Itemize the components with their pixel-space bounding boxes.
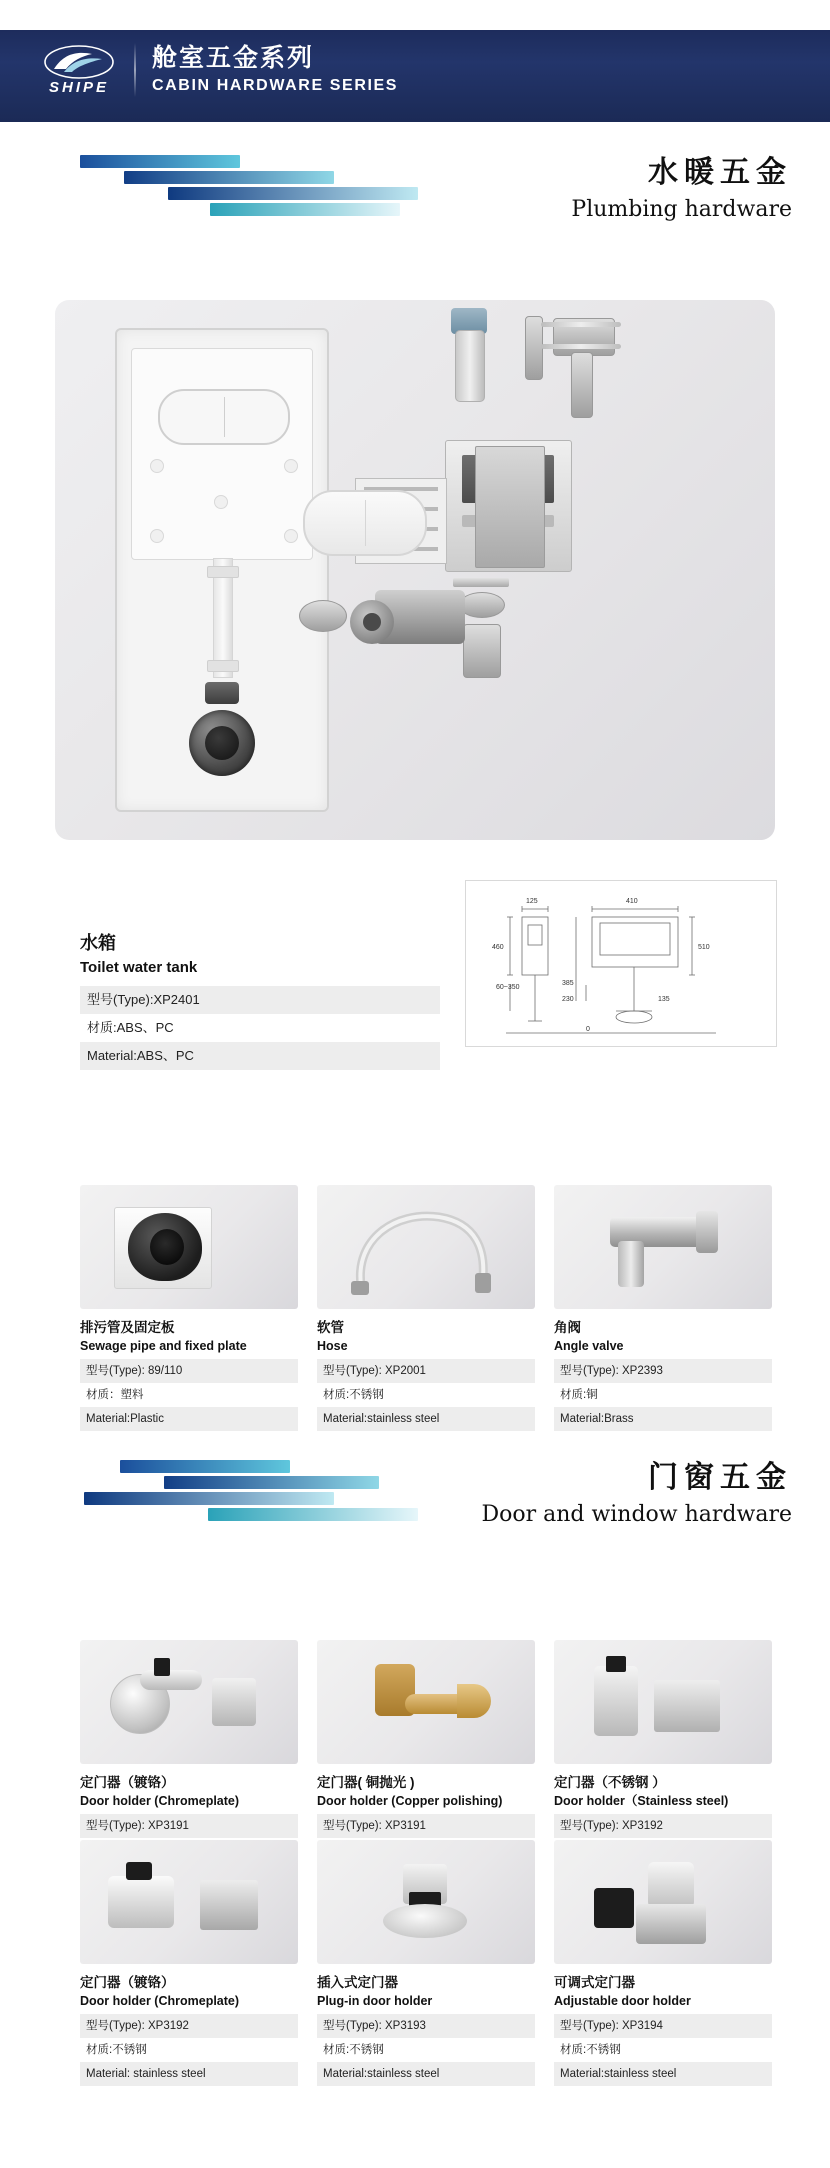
spacer-part [453,578,509,587]
banner-bar [208,1508,418,1521]
dimension-drawing-panel [465,880,777,1047]
tank-mounting-holes [144,459,304,549]
banner-bar [164,1476,379,1489]
section-title-en: Door and window hardware [481,1502,792,1527]
svg-text:60~350: 60~350 [496,984,520,991]
card-name-cn: 软管 [317,1320,344,1335]
section-title-door-window [481,1456,792,1530]
brand-wordmark: SHIPE [48,79,109,96]
card-type-row: 型号(Type): XP3193 [317,2014,535,2038]
adjustable-door-holder-icon [554,1840,772,1964]
card-name-en: Plug-in door holder [317,1994,433,2008]
card-material-en-row: Material:stainless steel [554,2062,772,2086]
product-card [554,1840,772,2086]
product-type-row: 型号(Type):XP2401 [80,986,440,1014]
header-divider [134,43,136,97]
card-name-cn: 插入式定门器 [317,1975,398,1990]
card-name-cn: 定门器( 铜抛光 ) [317,1775,415,1790]
door-holder-stainless-steel-icon [554,1640,772,1764]
svg-text:460: 460 [492,944,504,951]
card-material-cn-row: 材质:不锈钢 [80,2038,298,2062]
card-name-en: Door holder (Copper polishing) [317,1794,503,1808]
section-banner-door-window [0,1460,830,1556]
card-material-en-row: Material: stainless steel [80,2062,298,2086]
card-type-row: 型号(Type): XP2393 [554,1359,772,1383]
card-material-cn-row: 材质:不锈钢 [317,1383,535,1407]
product-card [80,1185,298,1431]
card-type-row: 型号(Type): XP3194 [554,2014,772,2038]
dimension-drawing [466,881,774,1044]
section-banner-plumbing [0,155,830,251]
water-tank-frame-illustration [115,328,329,812]
card-material-cn-row: 材质：塑料 [80,1383,298,1407]
product-card [317,1840,535,2086]
flush-plate [158,389,290,445]
card-name-cn: 排污管及固定板 [80,1320,175,1335]
svg-text:385: 385 [562,980,574,987]
banner-bar [124,171,334,184]
svg-text:510: 510 [698,944,710,951]
section-title-plumbing [571,151,792,225]
product-material-cn-row: 材质:ABS、PC [80,1014,440,1042]
card-type-row: 型号(Type): 89/110 [80,1359,298,1383]
fill-valve [455,330,485,402]
banner-bar [120,1460,290,1473]
door-holder-chromeplate-icon [80,1640,298,1764]
header-title-cn: 舱室五金系列 [152,44,315,72]
card-material-cn-row: 材质:铜 [554,1383,772,1407]
banner-bar [80,155,240,168]
svg-text:0: 0 [586,1026,590,1033]
card-material-en-row: Material:Brass [554,1407,772,1431]
card-material-en-row: Material:Plastic [80,1407,298,1431]
card-name-cn: 定门器（不锈钢 ） [554,1775,666,1790]
pipe-ring [207,660,239,672]
product-card [317,1185,535,1431]
product-name-cn: 水箱 [80,933,116,953]
hero-product-photo [55,300,775,840]
card-name-en: Sewage pipe and fixed plate [80,1339,247,1353]
link-rod [541,344,621,349]
card-name-en: Door holder (Chromeplate) [80,1794,240,1808]
card-material-en-row: Material:stainless steel [317,1407,535,1431]
shipe-wave-icon [44,45,114,79]
svg-text:410: 410 [626,898,638,905]
card-name-cn: 定门器（镀铬） [80,1975,175,1990]
door-holder-copper-polishing-icon [317,1640,535,1764]
banner-bars [80,155,500,235]
hose-icon [317,1185,535,1309]
header-titles [152,43,398,97]
section-title-cn: 水暖五金 [648,155,792,190]
banner-bar [168,187,418,200]
card-type-row: 型号(Type): XP3191 [317,1814,535,1838]
small-gasket [299,600,347,632]
card-type-row: 型号(Type): XP2001 [317,1359,535,1383]
banner-bar [84,1492,334,1505]
tank-outlet [189,710,255,776]
pipe-ring [207,566,239,578]
seal-ring [459,592,505,618]
card-name-cn: 可调式定门器 [554,1975,635,1990]
product-card [554,1185,772,1431]
card-type-row: 型号(Type): XP3192 [554,1814,772,1838]
brand-logo [38,38,120,102]
tank-body [131,348,313,560]
svg-text:125: 125 [526,898,538,905]
product-name-en: Toilet water tank [80,959,198,976]
card-name-en: Door holder（Stainless steel) [554,1794,729,1808]
card-material-en-row: Material:stainless steel [317,2062,535,2086]
product-card [80,1840,298,2086]
card-name-en: Door holder (Chromeplate) [80,1994,240,2008]
product-material-en-row: Material:ABS、PC [80,1042,440,1070]
card-name-en: Adjustable door holder [554,1994,691,2008]
card-name-cn: 角阀 [554,1320,581,1335]
svg-text:230: 230 [562,996,574,1003]
section-title-en: Plumbing hardware [571,197,792,222]
link-rod [541,322,621,327]
card-name-en: Angle valve [554,1339,624,1353]
housing-side [475,446,545,568]
flush-button-plate [303,490,427,556]
header-title-en: CABIN HARDWARE SERIES [152,77,399,94]
page-header [0,30,830,122]
vertical-tube [571,352,593,418]
outlet-pipe [463,624,501,678]
card-material-cn-row: 材质:不锈钢 [554,2038,772,2062]
card-type-row: 型号(Type): XP3192 [80,2014,298,2038]
angle-valve-icon [554,1185,772,1309]
drain-gasket [350,600,394,644]
header-inner [38,38,398,102]
card-material-cn-row: 材质:不锈钢 [317,2038,535,2062]
section-title-cn: 门窗五金 [648,1460,792,1495]
tank-knob [205,682,239,704]
water-tank-info [80,930,440,1070]
sewage-pipe-icon [80,1185,298,1309]
card-name-cn: 定门器（镀铬） [80,1775,175,1790]
card-type-row: 型号(Type): XP3191 [80,1814,298,1838]
card-name-en: Hose [317,1339,348,1353]
banner-bars [120,1460,540,1540]
plug-in-door-holder-icon [317,1840,535,1964]
svg-text:135: 135 [658,996,670,1003]
banner-bar [210,203,400,216]
door-holder-chromeplate-2-icon [80,1840,298,1964]
